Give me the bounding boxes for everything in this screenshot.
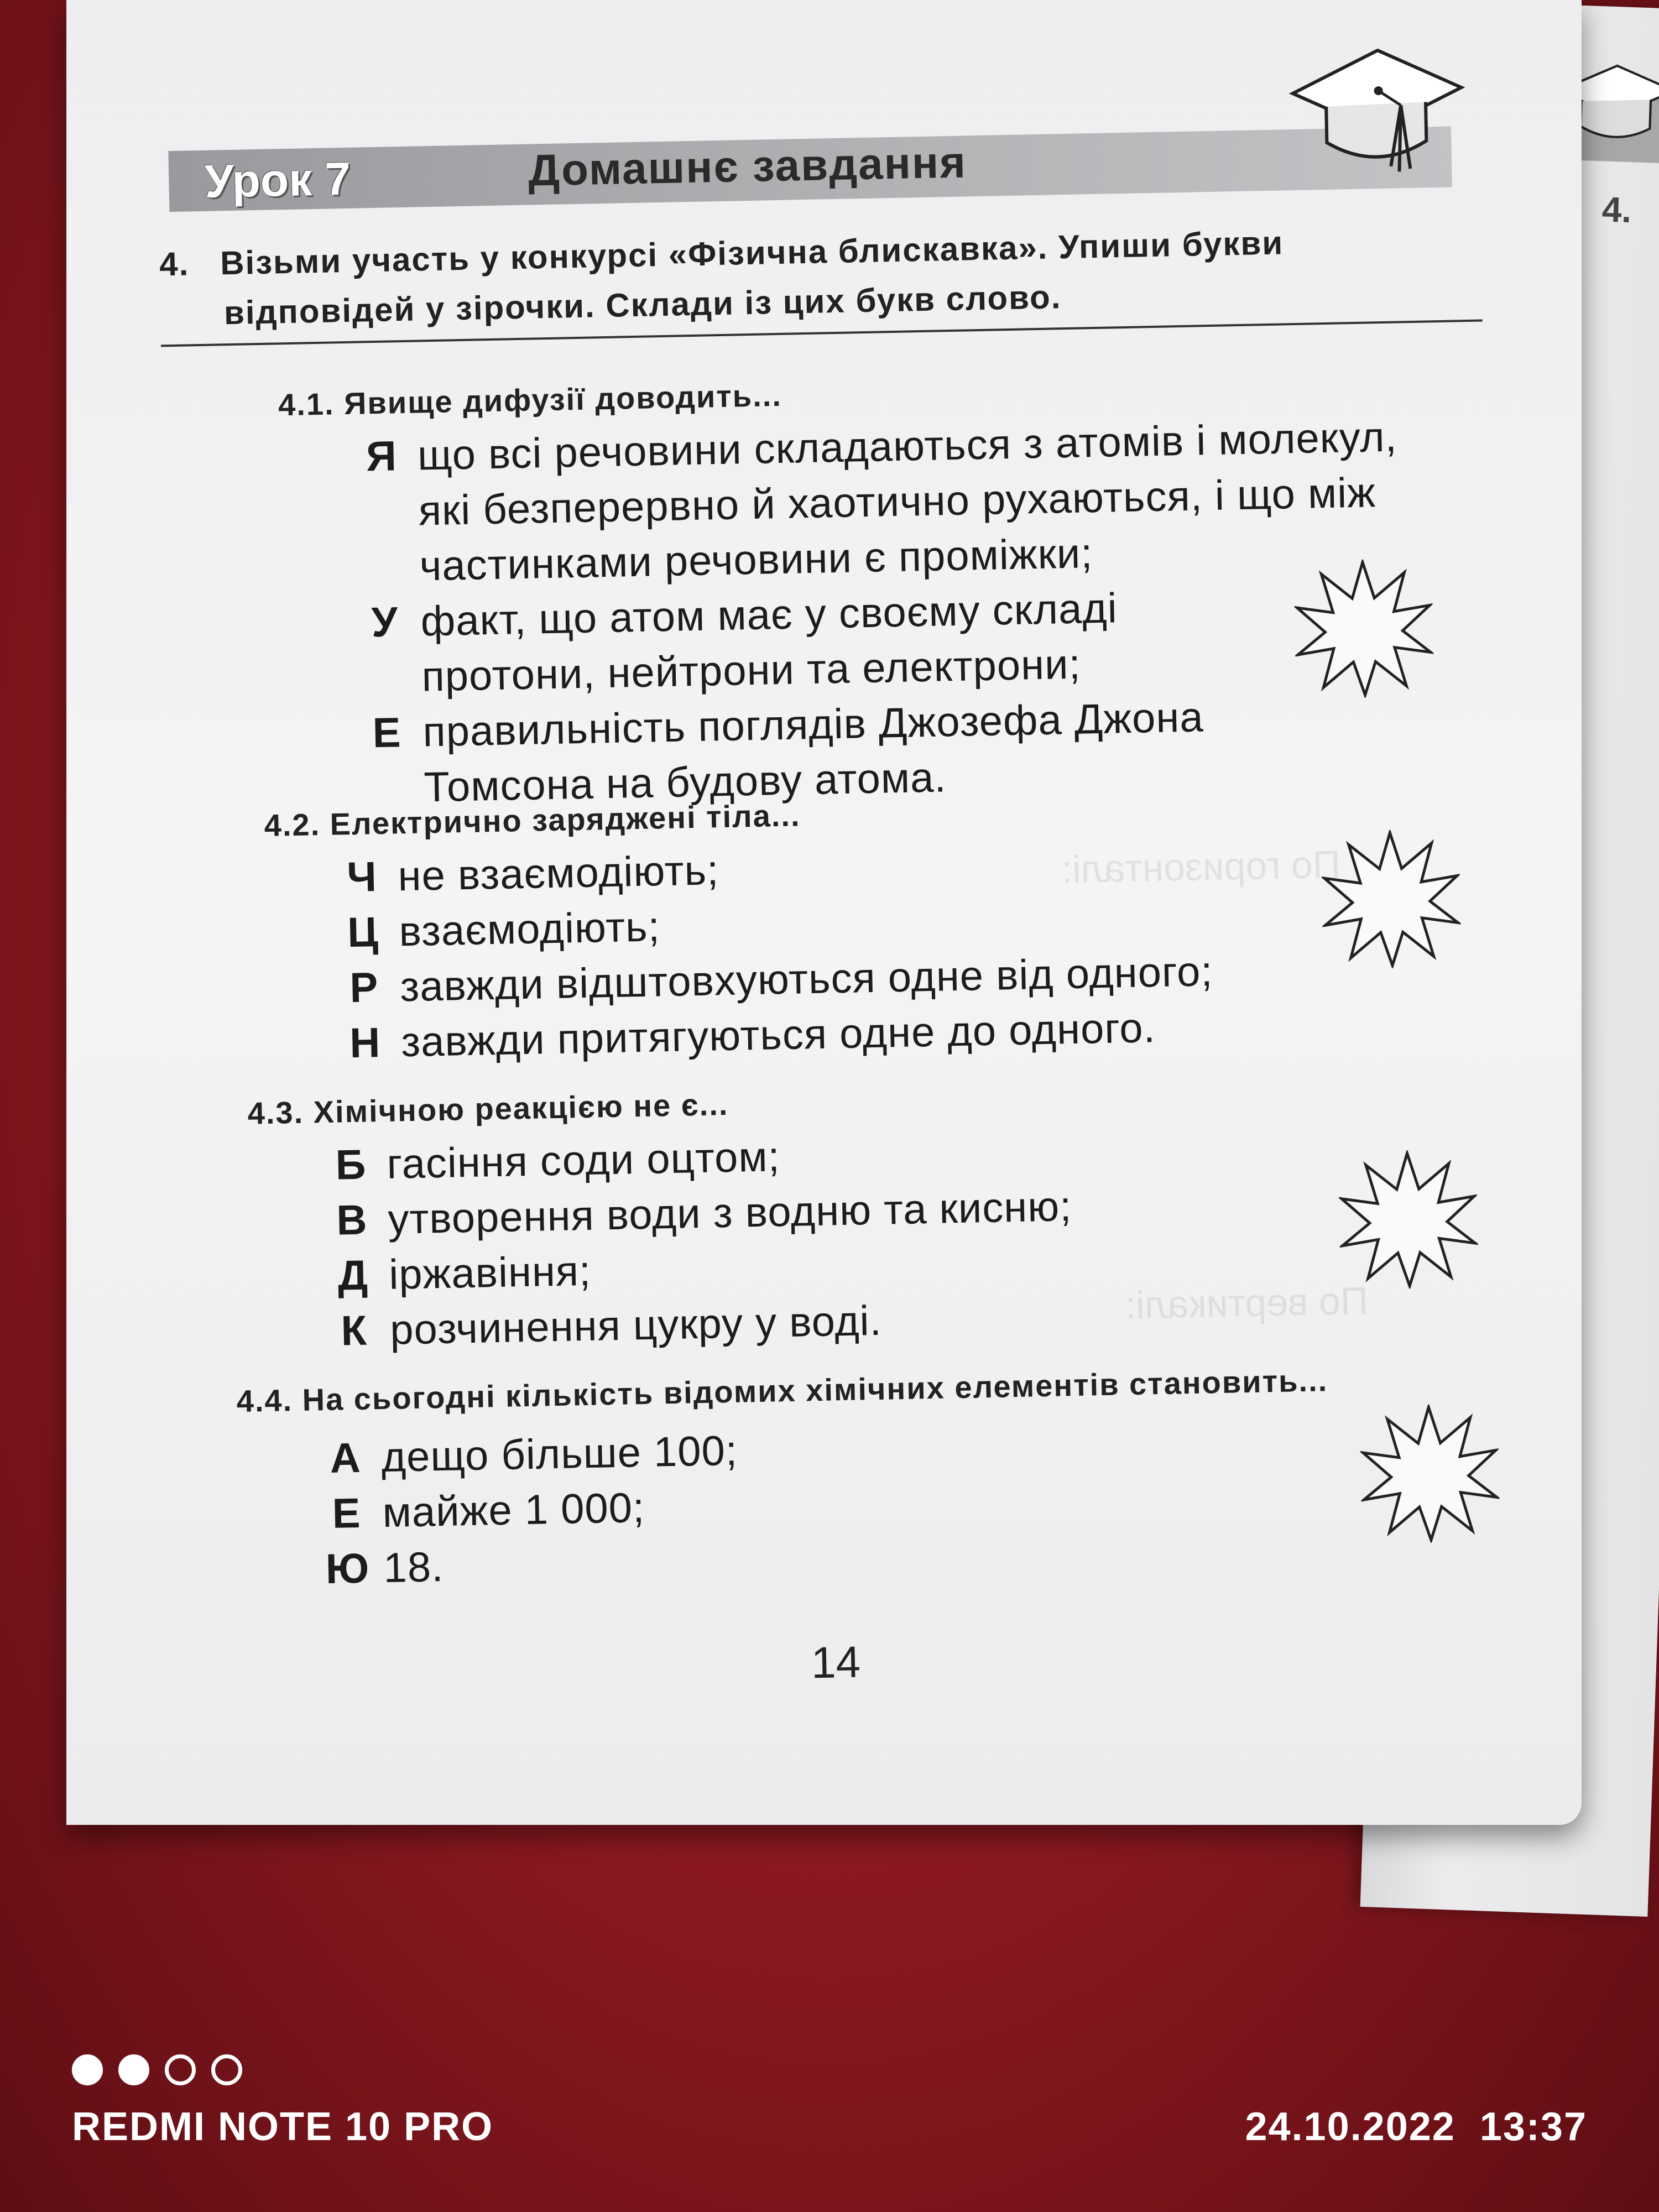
page-title: Домашнє завдання bbox=[528, 137, 967, 195]
graduation-cap-icon bbox=[1284, 32, 1469, 196]
answer-letter: Я bbox=[366, 432, 398, 481]
answer-text: розчинення цукру у воді. bbox=[389, 1297, 883, 1354]
camera-datetime-watermark bbox=[1245, 2104, 1587, 2150]
dot-icon bbox=[165, 2054, 196, 2085]
answer-letter: Е bbox=[331, 1489, 362, 1537]
page-number: 14 bbox=[811, 1637, 861, 1688]
question-4-1-label: 4.1. Явище дифузії доводить... bbox=[278, 377, 782, 422]
workbook-page bbox=[66, 0, 1582, 1825]
answer-letter: У bbox=[371, 598, 399, 646]
answer-star-box-2[interactable] bbox=[1321, 829, 1462, 970]
answer-text: що всі речовини складаються з атомів і молекул, які безперервно й хаотично рухаються, і що між частинками речовини є проміжки; bbox=[417, 413, 1398, 590]
answer-letter: Е bbox=[372, 709, 402, 757]
answer-star-box-3[interactable] bbox=[1338, 1149, 1479, 1290]
question-4-4-label: 4.4. На сьогодні кількість відомих хімічних елементів становить... bbox=[236, 1363, 1328, 1419]
answer-text: взаємодіють; bbox=[398, 903, 661, 956]
answer-text: іржавіння; bbox=[388, 1247, 592, 1298]
task-number: 4. bbox=[159, 245, 190, 283]
question-4-2-label: 4.2. Електрично заряджені тіла... bbox=[264, 797, 801, 843]
bleed-through-text: По горизонталі: bbox=[1061, 842, 1341, 891]
answer-text: не взаємодіють; bbox=[397, 847, 719, 900]
question-4-1-options bbox=[345, 409, 1453, 817]
question-4-2-options bbox=[326, 829, 1452, 1072]
answer-text: 18. bbox=[383, 1543, 445, 1592]
question-4-3-label: 4.3. Хімічною реакцією не є... bbox=[247, 1086, 729, 1131]
dot-icon bbox=[211, 2054, 242, 2085]
page-content bbox=[50, 0, 1600, 1840]
answer-option bbox=[345, 409, 1448, 596]
answer-text: гасіння соди оцтом; bbox=[386, 1133, 781, 1188]
answer-letter: Д bbox=[337, 1251, 369, 1300]
lesson-number: Урок 7 bbox=[204, 152, 352, 207]
watermark-time: 13:37 bbox=[1479, 2105, 1587, 2149]
task-instructions bbox=[159, 215, 1477, 340]
answer-letter: Ю bbox=[325, 1545, 371, 1593]
answer-text: завжди притягуються одне до одного. bbox=[400, 1004, 1156, 1066]
dot-icon bbox=[118, 2054, 149, 2085]
answer-star-box-4[interactable] bbox=[1359, 1403, 1500, 1544]
answer-letter: К bbox=[340, 1307, 368, 1355]
answer-letter: Ц bbox=[347, 909, 379, 957]
answer-letter: Б bbox=[335, 1141, 367, 1189]
answer-text: завжди відштовхуються одне від одного; bbox=[399, 948, 1214, 1011]
answer-letter: А bbox=[329, 1434, 362, 1482]
question-4-4-options bbox=[309, 1410, 1434, 1598]
answer-option bbox=[348, 575, 1451, 706]
answer-text: утворення води з водню та кисню; bbox=[387, 1183, 1073, 1243]
answer-letter: Н bbox=[349, 1019, 382, 1067]
task-text-line-1: Візьми участь у конкурсі «Фізична блискавка». Упиши букви bbox=[220, 224, 1284, 282]
answer-letter: Ч bbox=[346, 853, 378, 901]
dot-icon bbox=[72, 2054, 103, 2085]
question-4-3-options bbox=[315, 1117, 1441, 1359]
answer-text: факт, що атом має у своєму складі протони, нейтрони та електрони; bbox=[420, 585, 1118, 701]
task-text-line-2: відповідей у зірочки. Склади із цих букв слово. bbox=[223, 278, 1062, 332]
answer-text: майже 1 000; bbox=[382, 1484, 645, 1537]
answer-star-box-1[interactable] bbox=[1293, 558, 1434, 699]
answer-option bbox=[351, 685, 1453, 817]
watermark-date: 24.10.2022 bbox=[1245, 2105, 1455, 2149]
answer-letter: Р bbox=[349, 964, 379, 1012]
answer-text: дещо більше 100; bbox=[380, 1427, 738, 1481]
camera-mode-dots bbox=[72, 2054, 242, 2085]
answer-text: правильність поглядів Джозефа Джона Томсона на будову атома. bbox=[422, 693, 1204, 811]
bleed-through-text: По вертикалі: bbox=[1124, 1279, 1369, 1327]
next-page-task-number: 4. bbox=[1601, 189, 1632, 231]
answer-letter: В bbox=[336, 1196, 368, 1244]
camera-device-watermark: REDMI NOTE 10 PRO bbox=[72, 2105, 494, 2149]
